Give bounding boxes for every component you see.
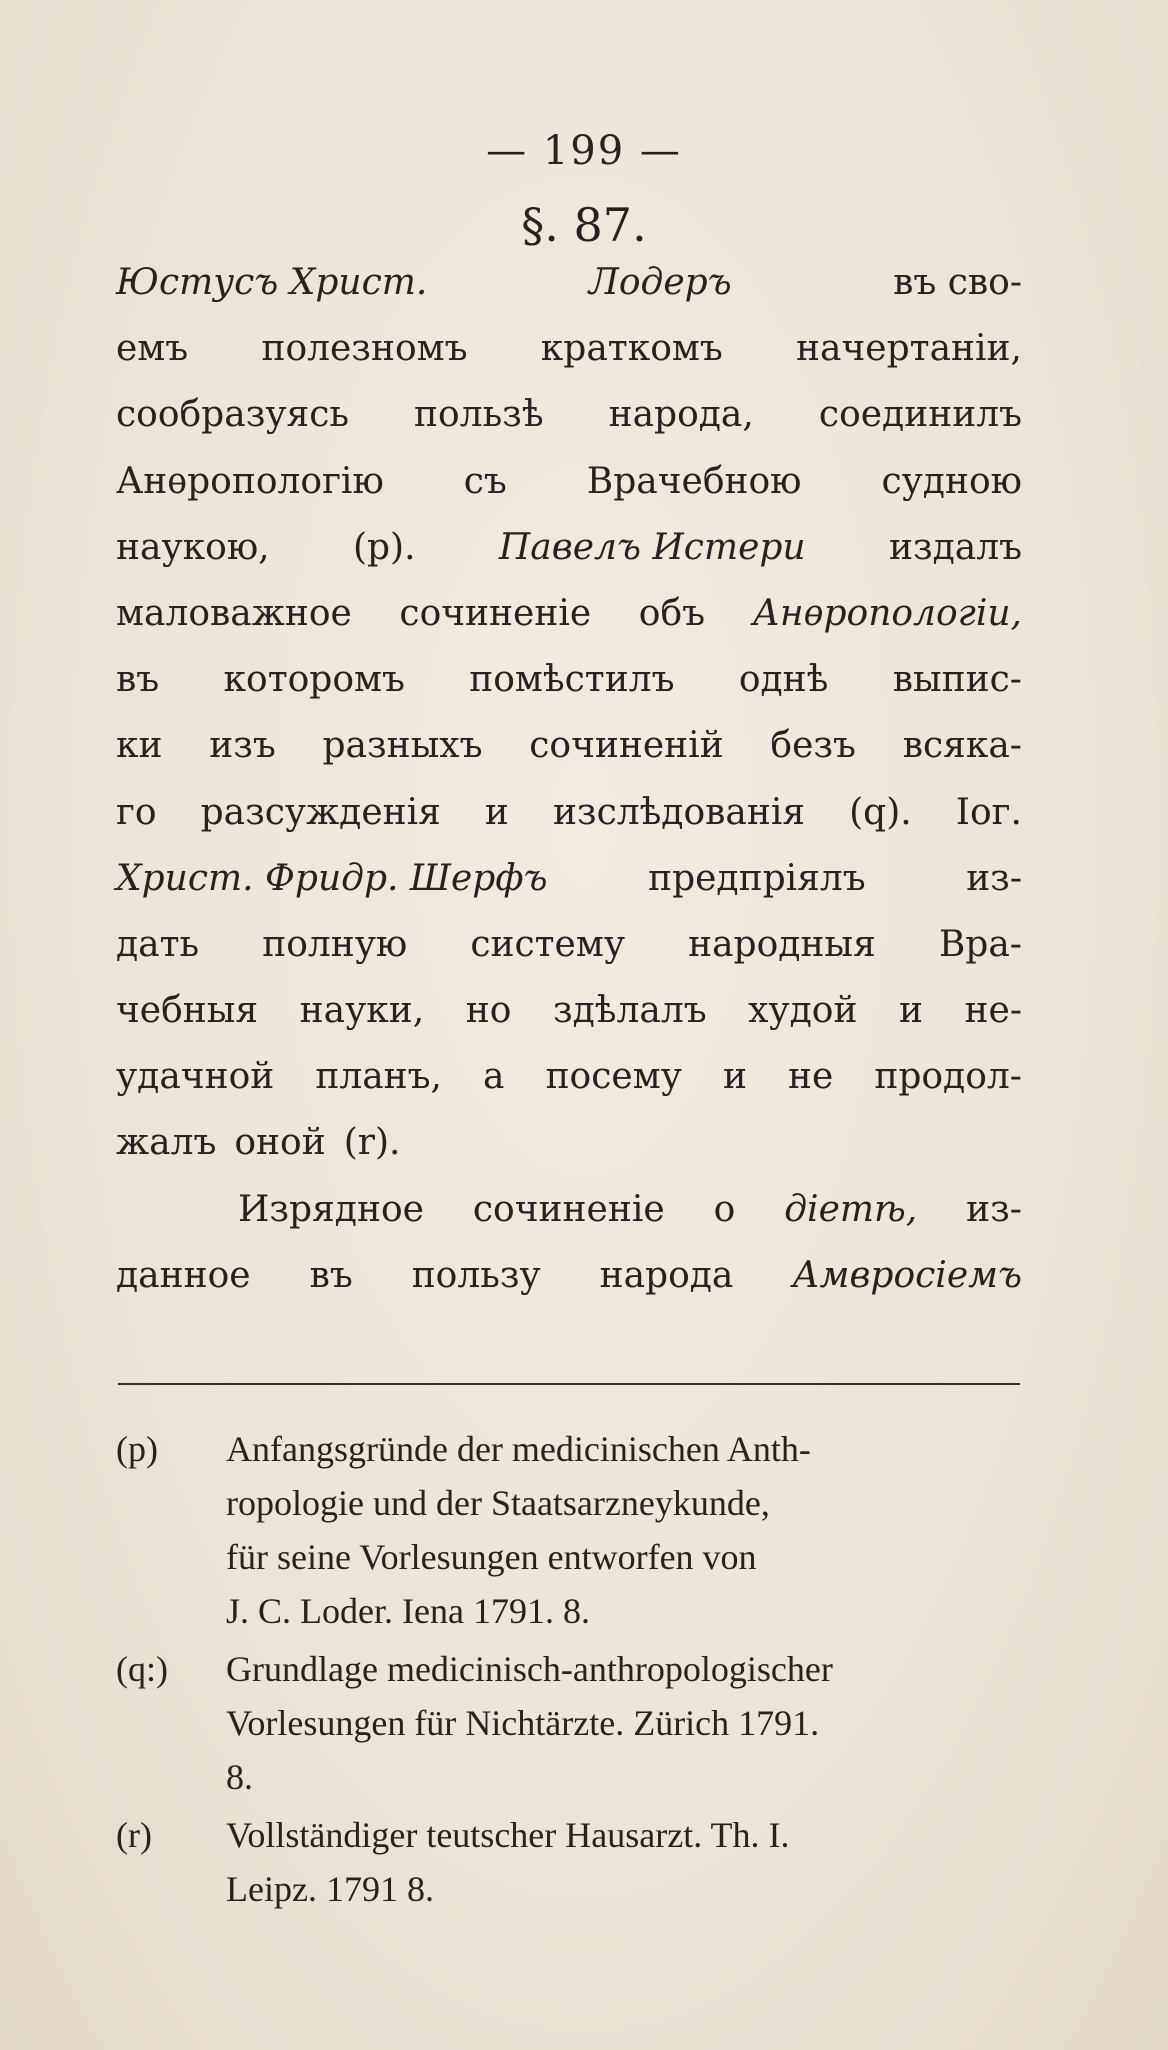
word: безъ (770, 725, 856, 767)
text-line (116, 1056, 1022, 1122)
word: го (116, 791, 157, 833)
text-line (116, 1189, 1022, 1255)
author-name: Амвросіемъ (792, 1254, 1022, 1296)
word: данное (116, 1254, 251, 1296)
word: из- (966, 1188, 1022, 1230)
footnote-line: ropologie und der Staatsarzneykunde, (226, 1483, 770, 1523)
word: пользу (411, 1254, 541, 1296)
footnote-line: J. C. Loder. Iena 1791. 8. (226, 1591, 590, 1631)
word: продол- (874, 1056, 1022, 1098)
footnote-text (226, 1814, 1034, 1922)
section-heading: §. 87. (521, 198, 647, 252)
word: которомъ (223, 659, 405, 701)
word: науки, (299, 990, 425, 1032)
footnote-ref: (q). (849, 791, 912, 833)
footnote-text (226, 1428, 1034, 1644)
word: не (787, 1056, 834, 1098)
footnote-mark: (p) (116, 1429, 158, 1469)
footnotes (116, 1428, 1034, 1926)
word: объ (638, 592, 706, 634)
word: Вра- (938, 923, 1022, 965)
text-line (116, 858, 1022, 924)
word: выпис- (892, 659, 1022, 701)
italic-term: Анѳропологіи, (752, 592, 1022, 634)
word: чебныя (116, 990, 259, 1032)
word: народа (599, 1254, 734, 1296)
word: издалъ (888, 526, 1022, 568)
text-line (116, 1255, 1022, 1321)
word: полезномъ (261, 328, 468, 370)
word: но (465, 990, 512, 1032)
footnote-text (226, 1648, 1034, 1810)
footnote-line: Grundlage medicinisch-anthropologischer (226, 1649, 833, 1689)
word: однѣ (738, 659, 829, 701)
text-line (116, 394, 1022, 460)
word: удачной (116, 1056, 275, 1098)
text-line (116, 328, 1022, 394)
footnote (116, 1428, 1034, 1644)
footnote-mark: (q:) (116, 1649, 168, 1689)
word: систему (470, 923, 626, 965)
word: полную (262, 923, 408, 965)
text-line (116, 527, 1022, 593)
word: не- (964, 990, 1022, 1032)
footnote-mark: (r) (116, 1815, 152, 1855)
word: здѣлалъ (552, 990, 707, 1032)
word: народныя (688, 923, 876, 965)
word: помѣстилъ (469, 659, 675, 701)
footnote-divider (118, 1383, 1020, 1385)
author-name: Павелъ Истери (498, 526, 806, 568)
word: емъ (116, 328, 189, 370)
word: а (483, 1056, 505, 1098)
word: изъ (209, 725, 276, 767)
text-line (116, 593, 1022, 659)
text-line (116, 924, 1022, 990)
word: начертаніи, (796, 328, 1022, 370)
word: о (713, 1188, 736, 1230)
word: сочиненій (529, 725, 724, 767)
word: разныхъ (322, 725, 483, 767)
word: жалъ (116, 1122, 217, 1164)
word: Врачебною (586, 460, 802, 502)
footnote-line: Vollständiger teutscher Hausarzt. Th. I. (226, 1815, 790, 1855)
word: планъ, (315, 1056, 442, 1098)
text-line (116, 792, 1022, 858)
word: съ (463, 460, 507, 502)
word: и (484, 791, 509, 833)
text-line (116, 725, 1022, 791)
word: и (722, 1056, 747, 1098)
author-name: Лодеръ (588, 262, 732, 303)
word: судною (881, 460, 1022, 502)
word: ки (116, 725, 163, 767)
author-name: Юстусъ Христ. (116, 262, 428, 303)
word: краткомъ (540, 328, 723, 370)
footnote-line: Anfangsgründe der medicinischen Anth- (226, 1429, 811, 1469)
word: маловажное (116, 592, 352, 634)
word: разсужденія (200, 791, 441, 833)
word: сообразуясь (116, 394, 349, 436)
word: дать (116, 923, 200, 965)
word: посему (545, 1056, 682, 1098)
word: из- (966, 857, 1022, 899)
text-line (116, 990, 1022, 1056)
word: соединилъ (818, 394, 1022, 436)
word: Анѳропологію (116, 460, 384, 502)
author-name: Христ. Фридр. Шерфъ (116, 857, 548, 899)
word: наукою, (116, 526, 270, 568)
footnote-ref: (p). (352, 526, 416, 568)
word: Изрядное (238, 1188, 424, 1230)
word: предпріялъ (648, 857, 866, 899)
word: народа, (608, 394, 754, 436)
footnote-line: für seine Vorlesungen entworfen von (226, 1537, 757, 1577)
footnote-line: Leipz. 1791 8. (226, 1869, 434, 1909)
word: всяка- (902, 725, 1022, 767)
word: худой (748, 990, 858, 1032)
word: сочиненіе (472, 1188, 665, 1230)
text-line (116, 1122, 1022, 1188)
word: и (899, 990, 923, 1032)
word: оной (234, 1122, 326, 1164)
footnote-line: Vorlesungen für Nichtärzte. Zürich 1791. (226, 1703, 820, 1743)
footnote (116, 1648, 1034, 1810)
body-text (116, 262, 1022, 1321)
footnote-line: 8. (226, 1757, 253, 1797)
word: сочиненіе (399, 592, 592, 634)
footnote (116, 1814, 1034, 1922)
word: въ сво- (893, 262, 1022, 303)
italic-term: діетѣ, (784, 1188, 918, 1230)
page-number: — 199 — (486, 128, 682, 174)
word: въ (309, 1254, 353, 1296)
text-line (116, 461, 1022, 527)
word: изслѣдованія (552, 791, 806, 833)
word: въ (116, 659, 160, 701)
footnote-ref: (r). (343, 1122, 401, 1164)
text-line (116, 659, 1022, 725)
text-line (116, 262, 1022, 328)
word: Іог. (955, 791, 1022, 833)
word: пользѣ (414, 394, 544, 436)
